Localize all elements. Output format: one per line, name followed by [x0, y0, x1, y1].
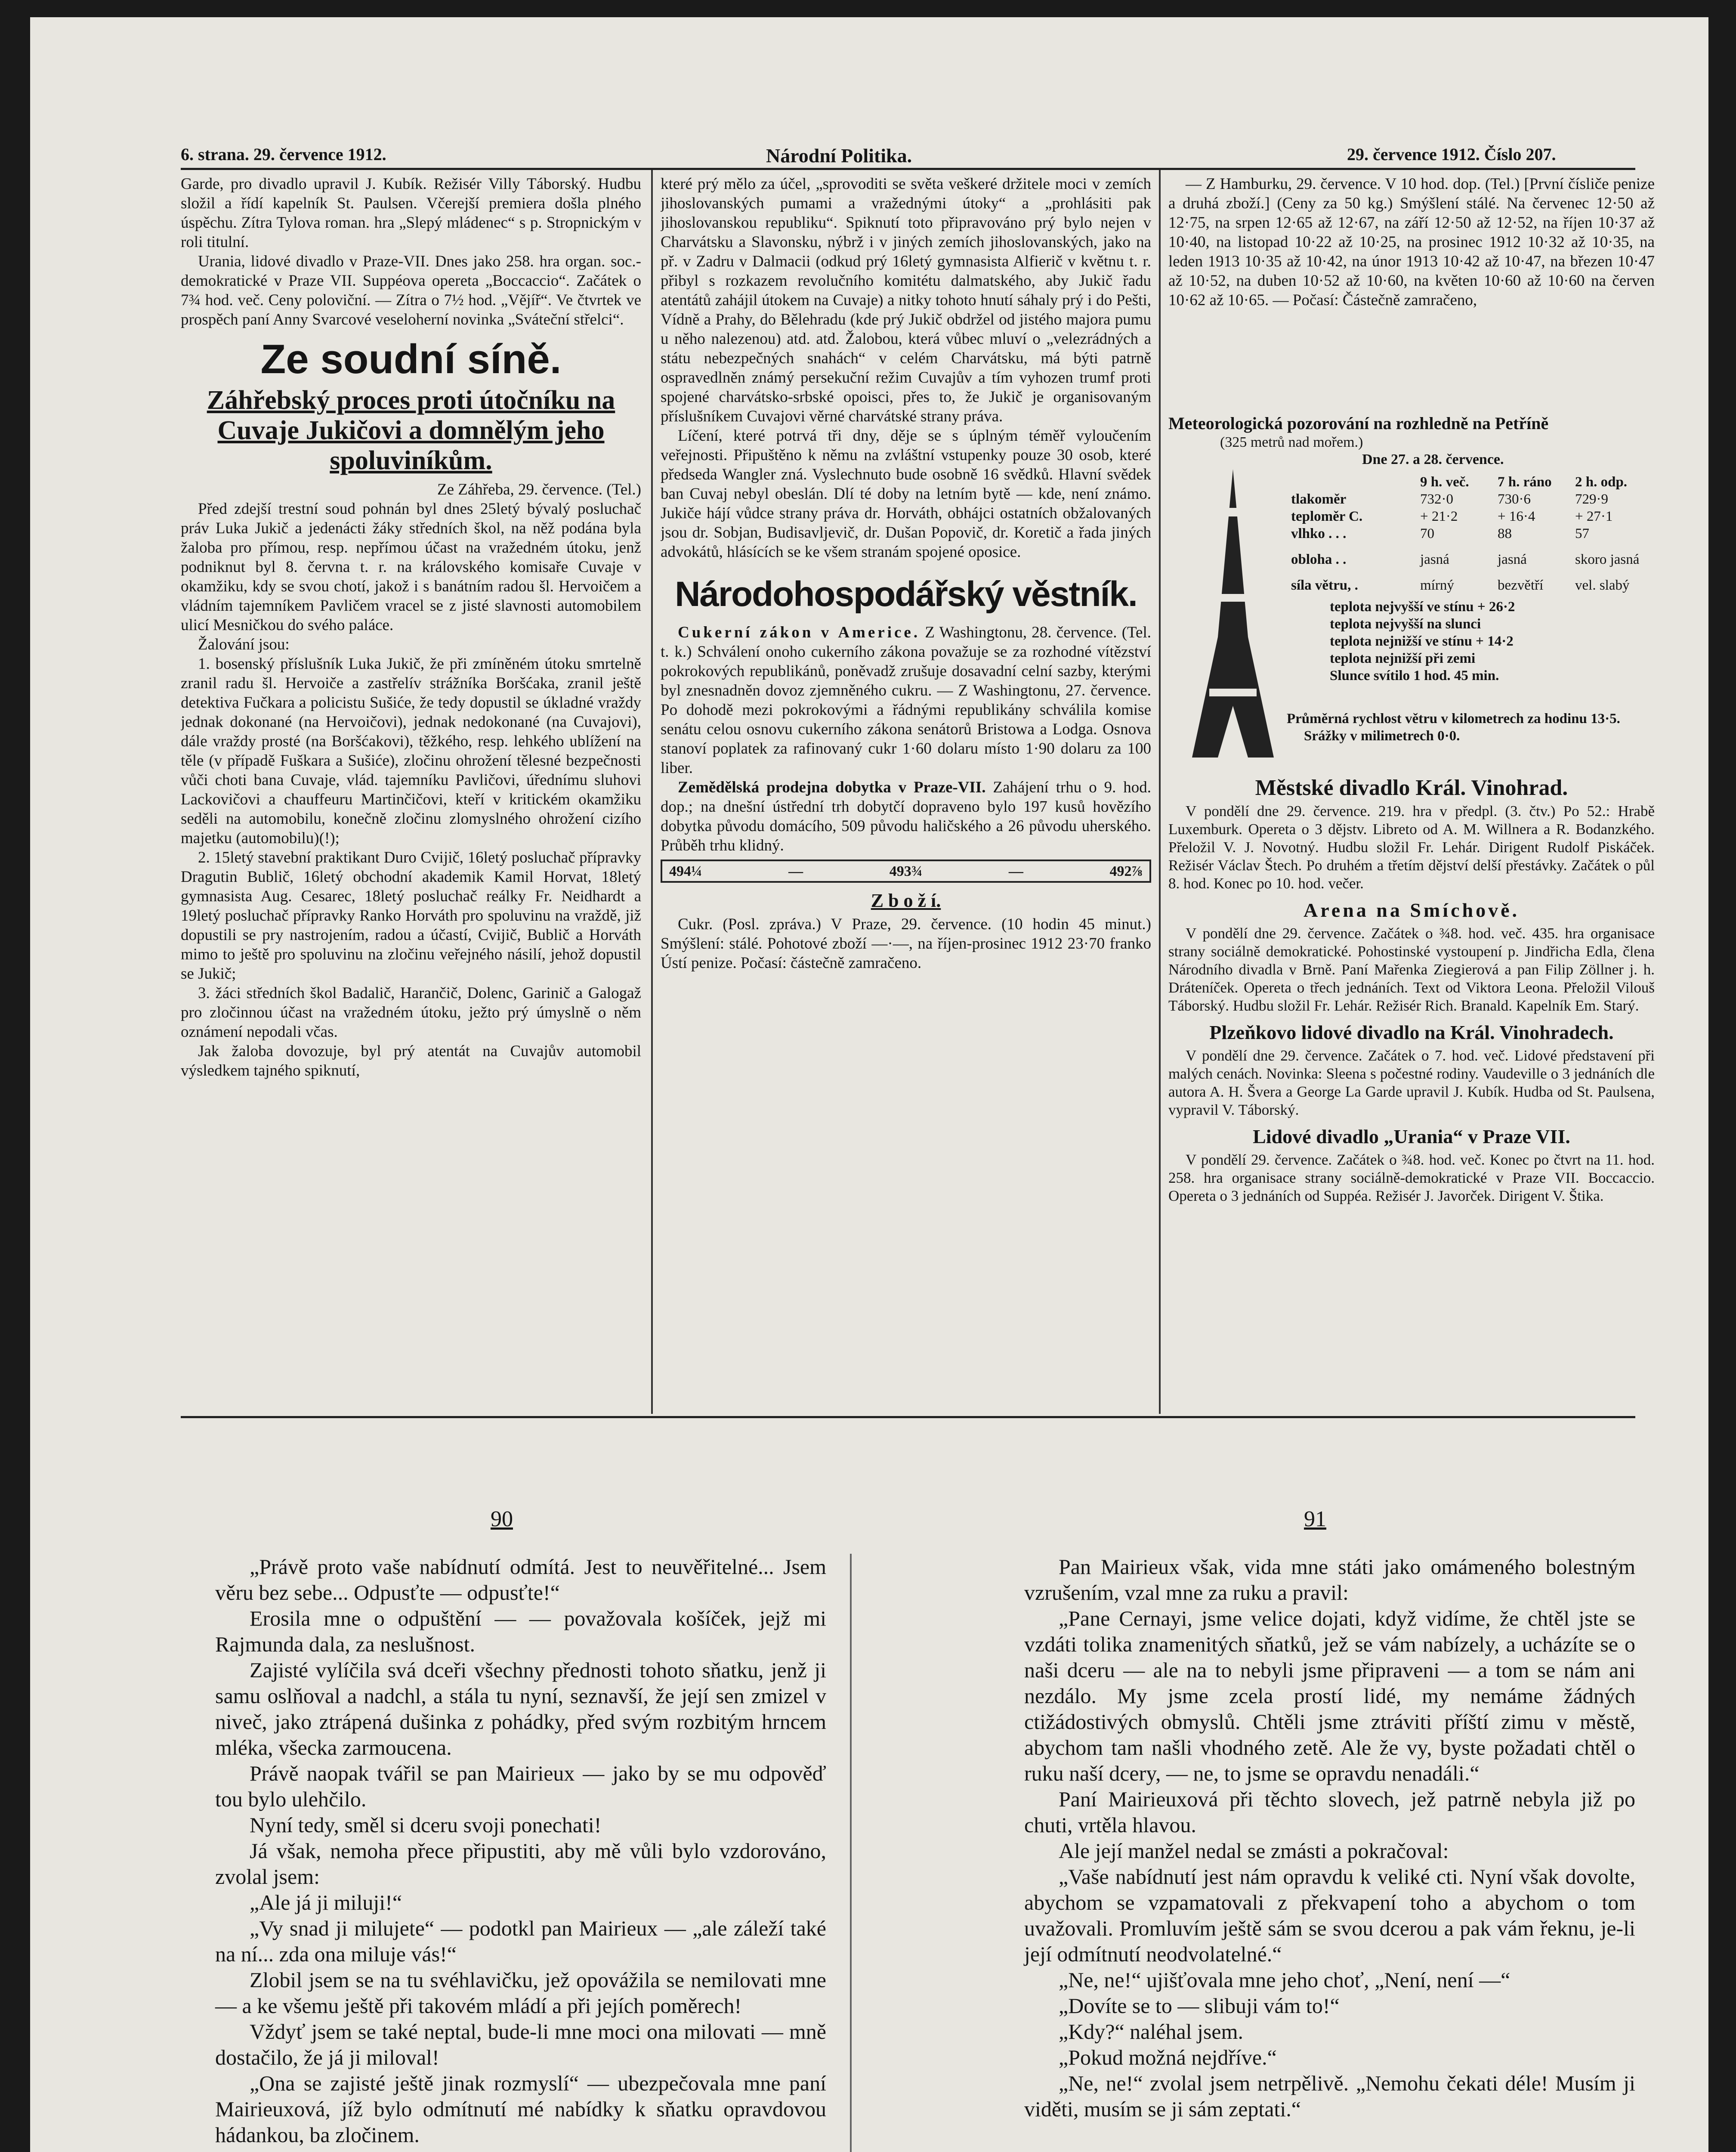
weather-title: Meteorologická pozorování na rozhledně na Petříně: [1168, 414, 1549, 433]
article-paragraph: Jak žaloba dovozuje, byl prý atentát na Cuvajův automobil výsledkem tajného spiknutí,: [181, 1042, 641, 1079]
weather-extra: teplota nejvyšší na slunci: [1330, 616, 1481, 632]
article-paragraph: 1. bosenský příslušník Luka Jukič, že při zmíněném útoku smrtelně zranil radu šl. Hervoiče a zastřelív strážníka Boršćaka, zranil ještě detektiva Fučkara a policistu Sušiće, že tedy dopustil se úkladné vraždy jednak dokonané (na Hervoičovi), jednak nedokonané (na Cuvajovi), dále vraždy prosté (na Boršćakovi), těžkého, resp. lehkého ublížení na těle (v případě Fuškara a Sušiće), zločinu ohrožení tělesné bezpečnosti vůči choti bana Cuvaje, vlád. tajemníku Pavličovi, úřednímu sluhovi Lackovičovi a chauffeuru Martinčičovi, kteří v kritickém okamžiku seděli na automobilu, konečně zločinu zlomyslného ohrožení cizího majetku (automobilu)(!);: [181, 655, 641, 847]
price-cell: —: [788, 863, 803, 879]
hamburg-report: — Z Hamburku, 29. července. V 10 hod. dop. (Tel.) [První čísliče penize a druhá zboží.] (Ceny za 50 kg.) Smýšlení stálé. Na červenec 12·50 až 12·75, na srpen 12·65 až 12·67, na září 12·50 až 12·52, na říjen 10·37 až 10·40, na listopad 10·22 až 10·25, na prosinec 1912 10·32 až 10·35, na leden 1913 10·35 až 10·42, na únor 1913 10·42 až 10·47, na březen 10·47 až 10·52, na duben 10·52 až 10·60, na květen 10·60 až 10·60 na červen 10·62 až 10·65. — Počasí: Částečně zamračeno,: [1168, 175, 1655, 309]
theatre-listing: V pondělí dne 29. července. Začátek o 7. hod. več. Lidové představení při malých cenách. Novinka: Sleena s počestné rodiny. Vaudeville o 3 jednáních dle autora A. H. Švera a George La Garde upravil J. Kubík. Hudba od St. Paulsena, vypravil V. Táborský.: [1168, 1047, 1655, 1118]
novel-paragraph: „Kdy?“ naléhal jsem.: [1059, 2019, 1243, 2044]
weather-cell: jasná: [1498, 552, 1527, 567]
novel-paragraph: „Ne, ne!“ ujišťovala mne jeho choť, „Není, není —“: [1059, 1968, 1511, 1992]
theatre-heading: Arena na Smíchově.: [1304, 899, 1520, 921]
novel-paragraph: „Pokud možná nejdříve.“: [1059, 2045, 1277, 2069]
weather-cell: bezvětří: [1498, 578, 1544, 593]
weather-row: [1291, 577, 1657, 594]
weather-cell: 57: [1575, 526, 1589, 541]
novel-paragraph: Paní Mairieuxová při těchto slovech, jež patrně nebyla již po chuti, vrtěla hlavou.: [1024, 1787, 1635, 1837]
price-cell: 493¾: [889, 863, 923, 879]
feuilleton-left: [215, 1554, 826, 2148]
feuilleton-divider: [850, 1554, 852, 2152]
novel-paragraph: Zlobil jsem se na tu svéhlavičku, jež opovážila se nemilovati mne — a ke všemu ještě při takovém mládí a při jejích poměrech!: [215, 1968, 826, 2018]
novel-paragraph: Ale její manžel nedal se zmásti a pokračoval:: [1059, 1839, 1449, 1863]
weather-cell: 729·9: [1575, 492, 1608, 507]
subheading: Cukerní zákon v Americe.: [678, 624, 921, 641]
article-text: Zahájení trhu o 9. hod. dop.; na dnešní ústřední trh dobytčí dopraveno bylo 197 kusů hovězího dobytka původu domácího, 509 původu haličského a 26 původu uherského. Průběh trhu klidný.: [661, 779, 1151, 854]
novel-paragraph: „Vaše nabídnutí jest nám opravdu k veliké cti. Nyní však dovolte, abychom se vzpamatovali z překvapení toho a abychom o tom uvažovali. Promluvím ještě sám se svou dcerou a pak vám řeknu, je-li její odmítnutí neodvolatelné.“: [1024, 1864, 1635, 1966]
weather-row-label: teploměr C.: [1291, 509, 1363, 524]
weather-extra: teplota nejnižší při zemi: [1330, 651, 1476, 666]
weather-cell: jasná: [1420, 552, 1449, 567]
header-left: 6. strana. 29. července 1912.: [181, 145, 386, 164]
weather-footer: [1287, 710, 1657, 745]
novel-paragraph: „Vy snad ji milujete“ — podotkl pan Mairieux — „ale záleží také na ní... zda ona miluje vás!“: [215, 1916, 826, 1966]
novel-paragraph: „Pane Cernayi, jsme velice dojati, když vidíme, že chtěl jste se vzdáti tolika znamenitých sňatků, jež se vám nabízely, a ucházíte se o naši dceru — ale na to nebyli jsme připraveni — a tom se nám ani nezdálo. My jsme zcela prostí lidé, my nemáme žádných ctižádostivých obmyslů. Chtěli jsme ztráviti příští zimu v městě, abychom tam našli vhodného zetě. Ale že vy, byste požadati chtěl o ruku naší dcery, — ne, to jsme se opravdu nenadáli.“: [1024, 1606, 1635, 1785]
novel-paragraph: „Ale já ji miluji!“: [250, 1890, 402, 1914]
theatre-listing: V pondělí dne 29. července. 219. hra v předpl. (3. čtv.) Po 52.: Hrabě Luxemburk. Opereta o 3 dějstv. Libreto od A. M. Willnera a R. Bodanzkého. Přeložil V. J. Novotný. Hudbu složil Fr. Lehár. Dirigent Rudolf Piskáček. Režisér Václav Štech. Po druhém a třetím dějství delší přestávky. Začátek o půl 8. hod. Konec po 10. hod. večer.: [1168, 803, 1655, 892]
subheading: Z b o ž í.: [871, 890, 941, 911]
theatre-heading: Městské divadlo Král. Vinohrad.: [1255, 776, 1568, 800]
theatre-heading: Plzeňkovo lidové divadlo na Král. Vinohradech.: [1209, 1021, 1614, 1043]
dateline: Ze Záhřeba, 29. července. (Tel.): [437, 481, 641, 498]
weather-extra: Srážky v milimetrech 0·0.: [1304, 728, 1460, 744]
novel-paragraph: „Právě proto vaše nabídnutí odmítá. Jest to neuvěřitelné... Jsem věru bez sebe... Odpusťte — odpusťte!“: [215, 1555, 826, 1605]
novel-paragraph: Já však, nemoha přece připustiti, aby mě vůli bylo vzdorováno, zvolal jsem:: [215, 1839, 826, 1889]
article-paragraph: 3. žáci středních škol Badalič, Harančič, Dolenc, Garinič a Galogaž pro zločinnou účast na vražedném útoku, ježto prý úmyslně o něm oznámení nepodali včas.: [181, 984, 641, 1041]
weather-cell: 732·0: [1420, 492, 1453, 507]
price-cell: 492⅞: [1109, 863, 1143, 879]
novel-paragraph: Zajisté vylíčila svá dceři všechny přednosti tohoto sňatku, jenž ji samu oslňoval a nadchl, a stála tu nyní, seznavší, že její sen zmizel v niveč, jako ztrápená dušinka z pohádky, před svým rozbitým hrncem mléka, všecka zarmoucena.: [215, 1658, 826, 1759]
weather-cell: vel. slabý: [1575, 578, 1630, 593]
page-number: 91: [1304, 1507, 1326, 1531]
price-cell: 494¼: [669, 863, 702, 879]
weather-row: [1291, 491, 1657, 508]
novel-paragraph: Vždyť jsem se také neptal, bude-li mne moci ona milovati — mně dostačilo, že já ji miloval!: [215, 2019, 826, 2069]
header-rule: [181, 168, 1635, 170]
weather-table: [1291, 473, 1657, 684]
weather-row-label: tlakoměr: [1291, 492, 1347, 507]
theatre-listing: V pondělí dne 29. července. Začátek o ¾8. hod. več. 435. hra organisace strany sociálně demokratické. Pohostinské vystoupení p. Jindřicha Edla, člena Národního divadla v Brně. Paní Mařenka Ziegierová a pan Filip Zöllner j. h. Dráteníček. Opereta o třech jednáních. Text od Viktora Leona. Přeložil Vilouš Táborský. Hudbu složil Fr. Lehár. Režisér Rich. Branald. Kapelník Em. Starý.: [1168, 925, 1655, 1014]
weather-col-header: 2 h. odp.: [1575, 474, 1628, 490]
novel-paragraph: „Dovíte se to — slibuji vám to!“: [1059, 1994, 1340, 2018]
weather-cell: + 27·1: [1575, 509, 1613, 524]
novel-paragraph: Nyní tedy, směl si dceru svoji ponechati!: [250, 1813, 602, 1837]
weather-col-header: 9 h. več.: [1420, 474, 1469, 490]
subheading: Zemědělská prodejna dobytka v Praze-VII.: [678, 779, 986, 796]
weather-row: [1291, 525, 1657, 542]
article-paragraph: Líčení, které potrvá tři dny, děje se s úplným téměř vyloučením veřejnosti. Připuštěno k němu na zvláštní vstupenky pouze 30 osob, které předseda Wangler zná. Vyslechnuto bude osobně 16 svědků. Hlavní svědek ban Cuvaj nebyl obeslán. Dlí té doby na letním bytě — kde, není známo. Jukiče hájí vůdce strany práva dr. Horváth, obhájci ostatních obžalovaných jsou dr. Sobjan, Budisavljevič, dr. Dušan Popovič, dr. Koretič a řada jiných advokátů, hlásících se ke všem stranám spojené oposice.: [661, 427, 1151, 561]
theatre-listing: V pondělí 29. července. Začátek o ¾8. hod. več. Konec po čtvrt na 11. hod. 258. hra organisace strany sociálně-demokratické v Praze VII. Boccaccio. Opereta o 3 jednáních od Suppéa. Režisér J. Javorček. Dirigent V. Štika.: [1168, 1151, 1655, 1204]
article-paragraph: 2. 15letý stavební praktikant Duro Cvijič, 16letý posluchač přípravky Dragutin Bublič, 16letý obchodní akademik Kamil Horvat, 18letý gymnasista Aug. Cesarec, 18letý posluchač reálky Fr. Neidhardt a 19letý posluchač přípravky Ranko Horváth pro spoluvinu na vraždě, již dopustili se pry nastrojením, radou a účastí, Cvijič, Bublič a Horváth mimo to ještě pro spoluvinu na zločinu veřejného násilí, jehož dopustil se Jukič;: [181, 849, 641, 983]
weather-row: [1291, 551, 1657, 568]
bottom-rule: [181, 1416, 1635, 1418]
article-paragraph: Před zdejší trestní soud pohnán byl dnes 25letý bývalý posluchač práv Luka Jukič a jedenácti žáky středních škol, na něž podána byla žaloba pro přímou, resp. nepřímou účast na vražedném útoku, jenž podniknut byl 8. června t. r. na královského komisaře Cuvaje v okamžiku, kdy se svou chotí, jakož i s banátním radou šl. Hervoičem a vládním tajemníkem Pavličem vracel se z jisté slavnosti automobilem ulicí Mesničkou do svého paláce.: [181, 500, 641, 634]
column-1: [181, 174, 641, 1414]
weather-cell: 70: [1420, 526, 1434, 541]
feuilleton-right: [1024, 1554, 1635, 2122]
theatre-notice: Urania, lidové divadlo v Praze-VII. Dnes jako 258. hra organ. soc.-demokratické v Praze VII. Suppéova opereta „Boccaccio“. Začátek o 7¾ hod. več. Ceny poloviční. — Zítra o 7½ hod. „Vějíř“. Ve čtvrtek ve prospěch paní Anny Svarcové veseloherní novinka „Sváteční střelci“.: [181, 253, 641, 328]
price-cell: —: [1008, 863, 1023, 879]
article-paragraph: Cukr. (Posl. zpráva.) V Praze, 29. července. (10 hodin 45 minut.) Smýšlení: stálé. Pohotové zboží —·—, na říjen-prosinec 1912 23·70 franko Ústí penize. Počasí: částečně zamračeno.: [661, 915, 1151, 972]
header-right: 29. července 1912. Číslo 207.: [1347, 145, 1556, 164]
weather-extra: Průměrná rychlost větru v kilometrech za hodinu 13·5.: [1287, 711, 1620, 727]
weather-cell: + 21·2: [1420, 509, 1458, 524]
novel-paragraph: Právě naopak tvářil se pan Mairieux — jako by se mu odpověď tou bylo ulehčilo.: [215, 1761, 826, 1811]
weather-date: Dne 27. a 28. července.: [1362, 451, 1504, 467]
column-divider: [651, 170, 653, 1414]
weather-extra: teplota nejvyšší ve stínu + 26·2: [1330, 599, 1515, 615]
novel-paragraph: „Ne, ne!“ zvolal jsem netrpělivě. „Nemohu čekati déle! Musím ji viděti, musím se ji sám zeptati.“: [1024, 2071, 1635, 2121]
weather-subtitle: (325 metrů nad mořem.): [1220, 434, 1363, 450]
weather-box: [1168, 413, 1655, 468]
weather-row-label: vlhko . . .: [1291, 526, 1347, 541]
weather-cell: mírný: [1420, 578, 1454, 593]
page-number: 90: [491, 1507, 513, 1531]
article-paragraph: Žalování jsou:: [198, 636, 290, 653]
theatre-heading: Lidové divadlo „Urania“ v Praze VII.: [1253, 1125, 1570, 1147]
article-paragraph: které prý mělo za účel, „sprovoditi se světa veškeré držitele moci v zemích jihoslovanských pumami a vražednými útoky“ a „prohlásiti pak jihoslovanskou republiku“. Spiknutí toto připravováno prý bylo nejen v Charvátsku a Slavonsku, nýbrž i v jiných zemích jihoslovanských, jako na př. v Zadru v Dalmacii (odkud prý 16letý gymnasista Alfierič v květnu t. r. přibyl s rozkazem revolučního komitétu dalmatského, aby Jukič řadu atentátů zahájil útokem na Cuvaje) a nitky tohoto hnutí sáhaly prý i do Pešti, Vídně a Prahy, do Bělehradu (kde prý Jukič obdržel od jistého majora pumu u něho nalezenou) atd. atd. Žalobou, která vůbec mluví o „velezrádných a státu nebezpečných snahách“ v celém Charvátsku, má býti patrně ospravedlněn známý persekuční režim Cuvajův a tím vyhozen trumf proti spojené charvátsko-srbské opoisci, přes to, že Jukič je organisovaným příslušníkem Cuvajovi věrné charvátské strany práva.: [661, 175, 1151, 425]
column-3-theatres: [1168, 770, 1655, 1412]
novel-paragraph: Pan Mairieux však, vida mne státi jako omámeného bolestným vzrušením, vzal mne za ruku a pravil:: [1024, 1555, 1635, 1605]
novel-paragraph: „Ona se zajisté ještě jinak rozmyslí“ — ubezpečovala mne paní Mairieuxová, jíž bylo odmítnutí mé nabídky k sňatku opravdovou hádankou, ba zločinem.: [215, 2071, 826, 2147]
theatre-notice: Garde, pro divadlo upravil J. Kubík. Režisér Villy Táborský. Hudbu složil a řídí kapelník St. Paulsen. Včerejší premiera došla plného úspěchu. Zítra Tylova roman. hra „Slepý mládenec“ s p. Stropnickým v roli titulní.: [181, 175, 641, 251]
petrin-tower-icon: [1179, 465, 1287, 762]
article-text: Z Washingtonu, 28. července. (Tel. t. k.) Schválení onoho cukerního zákona považuje se za rozhodné vítězství pokrokových republikánů, poněvadž zrušuje dosavadní celní sazby, kterými byl znesnadněn dovoz zjemněného cukru. — Z Washingtonu, 27. července. Po dohodě mezi pokrokovými a řádnými republikány schválila komise senátu celou osnovu cukerního zákona senátorů Bristowa a Lodga. Osnova stanoví poplatek za rafinovaný cukr 1·60 dolaru místo 1·90 dolaru za 100 liber.: [661, 624, 1151, 777]
weather-row-label: síla větru, .: [1291, 578, 1358, 593]
article-headline: Záhřebský proces proti útočníku na Cuvaje Jukičovi a domnělým jeho spoluviníkům.: [207, 386, 615, 475]
weather-cell: 88: [1498, 526, 1512, 541]
column-divider: [1159, 170, 1161, 1414]
novel-paragraph: Erosila mne o odpuštění — — považovala košíček, jejž mi Rajmunda dala, za neslušnost.: [215, 1606, 826, 1656]
weather-extra: Slunce svítilo 1 hod. 45 min.: [1330, 668, 1499, 683]
weather-cell: skoro jasná: [1575, 552, 1640, 567]
weather-cell: + 16·4: [1498, 509, 1535, 524]
weather-col-header: 7 h. ráno: [1498, 474, 1552, 490]
section-heading: Ze soudní síně.: [260, 336, 562, 382]
weather-extra: teplota nejnižší ve stínu + 14·2: [1330, 634, 1514, 649]
header-masthead: Národní Politika.: [766, 145, 912, 167]
section-heading: Národohospodářský věstník.: [675, 575, 1137, 614]
weather-row: [1291, 508, 1657, 525]
weather-row-label: obloha . .: [1291, 552, 1347, 567]
price-table: [661, 860, 1151, 883]
column-2: [661, 174, 1151, 1414]
weather-cell: 730·6: [1498, 492, 1531, 507]
